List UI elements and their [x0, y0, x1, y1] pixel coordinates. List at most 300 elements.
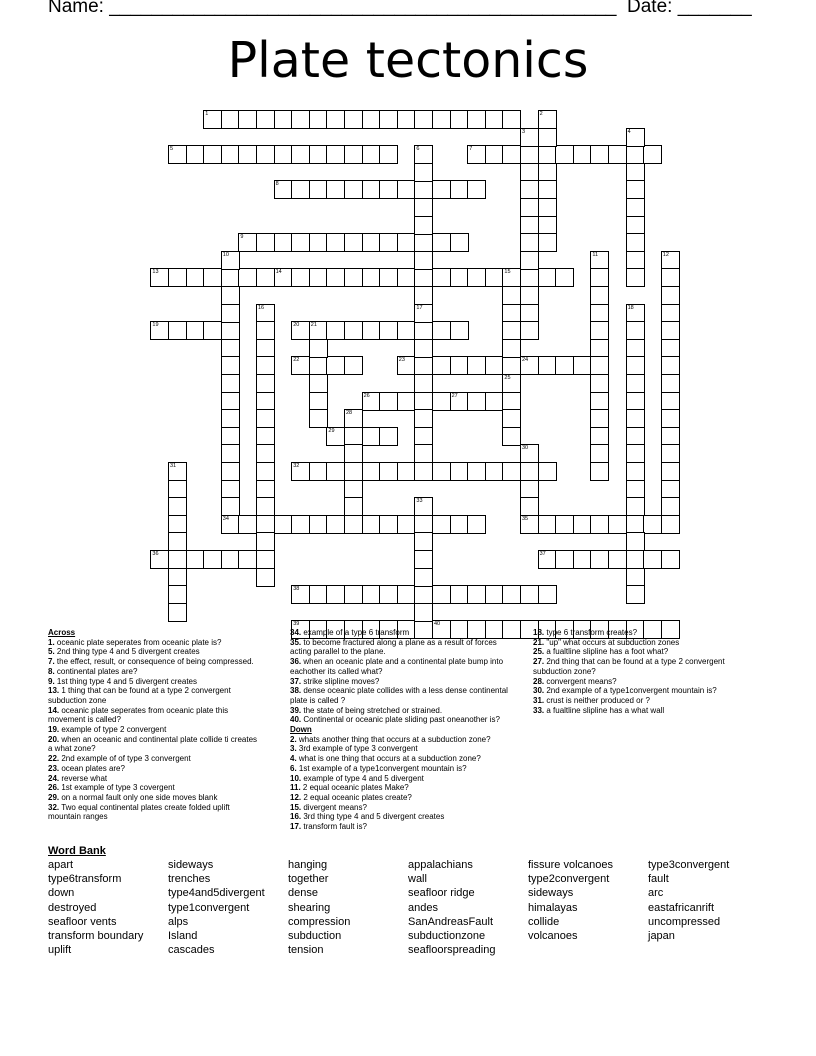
crossword-cell[interactable] [309, 392, 328, 411]
crossword-cell[interactable] [256, 462, 275, 481]
crossword-cell[interactable] [203, 321, 222, 340]
crossword-cell[interactable] [379, 585, 398, 604]
crossword-cell[interactable] [168, 603, 187, 622]
crossword-cell[interactable] [502, 374, 521, 393]
crossword-cell[interactable] [221, 145, 240, 164]
crossword-cell[interactable] [168, 532, 187, 551]
crossword-cell[interactable] [520, 251, 539, 270]
crossword-cell[interactable] [344, 497, 363, 516]
crossword-cell[interactable] [590, 145, 609, 164]
crossword-cell[interactable] [379, 268, 398, 287]
crossword-cell[interactable] [397, 180, 416, 199]
crossword-cell[interactable] [590, 374, 609, 393]
crossword-cell[interactable] [626, 409, 645, 428]
crossword-cell[interactable] [150, 321, 169, 340]
crossword-cell[interactable] [326, 180, 345, 199]
crossword-cell[interactable] [661, 409, 680, 428]
crossword-cell[interactable] [291, 268, 310, 287]
crossword-cell[interactable] [432, 515, 451, 534]
crossword-cell[interactable] [502, 585, 521, 604]
crossword-cell[interactable] [626, 585, 645, 604]
crossword-cell[interactable] [414, 374, 433, 393]
crossword-cell[interactable] [414, 515, 433, 534]
crossword-cell[interactable] [414, 585, 433, 604]
crossword-cell[interactable] [309, 409, 328, 428]
crossword-cell[interactable] [502, 462, 521, 481]
crossword-cell[interactable] [221, 339, 240, 358]
crossword-cell[interactable] [203, 268, 222, 287]
crossword-cell[interactable] [626, 251, 645, 270]
crossword-cell[interactable] [626, 268, 645, 287]
crossword-cell[interactable] [502, 392, 521, 411]
crossword-cell[interactable] [432, 180, 451, 199]
crossword-cell[interactable] [344, 180, 363, 199]
crossword-cell[interactable] [590, 409, 609, 428]
crossword-cell[interactable] [626, 163, 645, 182]
crossword-cell[interactable] [450, 180, 469, 199]
crossword-cell[interactable] [291, 321, 310, 340]
crossword-cell[interactable] [168, 550, 187, 569]
crossword-cell[interactable] [309, 321, 328, 340]
crossword-cell[interactable] [414, 603, 433, 622]
crossword-cell[interactable] [203, 145, 222, 164]
crossword-cell[interactable] [256, 550, 275, 569]
crossword-cell[interactable] [590, 268, 609, 287]
crossword-cell[interactable] [291, 145, 310, 164]
crossword-cell[interactable] [520, 268, 539, 287]
crossword-cell[interactable] [256, 480, 275, 499]
crossword-cell[interactable] [256, 304, 275, 323]
crossword-cell[interactable] [432, 268, 451, 287]
crossword-cell[interactable] [626, 374, 645, 393]
crossword-cell[interactable] [538, 128, 557, 147]
crossword-cell[interactable] [238, 110, 257, 129]
crossword-cell[interactable] [291, 515, 310, 534]
crossword-cell[interactable] [291, 462, 310, 481]
crossword-cell[interactable] [414, 339, 433, 358]
crossword-cell[interactable] [555, 356, 574, 375]
crossword-cell[interactable] [414, 216, 433, 235]
crossword-cell[interactable] [485, 356, 504, 375]
crossword-cell[interactable] [186, 145, 205, 164]
crossword-cell[interactable] [626, 392, 645, 411]
crossword-cell[interactable] [309, 268, 328, 287]
crossword-cell[interactable] [274, 268, 293, 287]
crossword-cell[interactable] [309, 515, 328, 534]
name-field[interactable]: Name: ________________________________________________ [48, 0, 617, 17]
crossword-cell[interactable] [573, 145, 592, 164]
crossword-cell[interactable] [520, 304, 539, 323]
crossword-cell[interactable] [590, 321, 609, 340]
crossword-cell[interactable] [379, 321, 398, 340]
crossword-cell[interactable] [309, 374, 328, 393]
crossword-cell[interactable] [397, 356, 416, 375]
crossword-cell[interactable] [344, 110, 363, 129]
crossword-cell[interactable] [256, 427, 275, 446]
crossword-cell[interactable] [221, 110, 240, 129]
crossword-cell[interactable] [256, 268, 275, 287]
crossword-cell[interactable] [467, 515, 486, 534]
crossword-cell[interactable] [326, 321, 345, 340]
crossword-cell[interactable] [502, 409, 521, 428]
crossword-cell[interactable] [643, 515, 662, 534]
crossword-cell[interactable] [414, 304, 433, 323]
crossword-cell[interactable] [485, 462, 504, 481]
crossword-cell[interactable] [362, 462, 381, 481]
crossword-cell[interactable] [432, 356, 451, 375]
crossword-cell[interactable] [538, 550, 557, 569]
crossword-cell[interactable] [520, 444, 539, 463]
date-field[interactable]: Date: _______ [627, 0, 752, 17]
crossword-cell[interactable] [520, 497, 539, 516]
crossword-cell[interactable] [661, 304, 680, 323]
crossword-cell[interactable] [344, 356, 363, 375]
crossword-cell[interactable] [520, 286, 539, 305]
crossword-cell[interactable] [661, 515, 680, 534]
crossword-cell[interactable] [414, 286, 433, 305]
crossword-cell[interactable] [467, 462, 486, 481]
crossword-cell[interactable] [256, 532, 275, 551]
crossword-cell[interactable] [414, 550, 433, 569]
crossword-cell[interactable] [502, 427, 521, 446]
crossword-cell[interactable] [450, 110, 469, 129]
crossword-cell[interactable] [168, 145, 187, 164]
crossword-cell[interactable] [502, 356, 521, 375]
crossword-cell[interactable] [256, 356, 275, 375]
crossword-cell[interactable] [661, 480, 680, 499]
crossword-cell[interactable] [238, 233, 257, 252]
crossword-cell[interactable] [379, 180, 398, 199]
crossword-cell[interactable] [256, 409, 275, 428]
crossword-cell[interactable] [485, 110, 504, 129]
crossword-cell[interactable] [414, 233, 433, 252]
crossword-cell[interactable] [397, 321, 416, 340]
crossword-cell[interactable] [203, 110, 222, 129]
crossword-cell[interactable] [274, 110, 293, 129]
crossword-cell[interactable] [309, 356, 328, 375]
crossword-cell[interactable] [626, 568, 645, 587]
crossword-cell[interactable] [467, 392, 486, 411]
crossword-cell[interactable] [379, 427, 398, 446]
crossword-cell[interactable] [414, 180, 433, 199]
crossword-cell[interactable] [344, 462, 363, 481]
crossword-cell[interactable] [414, 462, 433, 481]
crossword-cell[interactable] [502, 286, 521, 305]
crossword-cell[interactable] [573, 356, 592, 375]
crossword-cell[interactable] [608, 515, 627, 534]
crossword-cell[interactable] [626, 216, 645, 235]
crossword-cell[interactable] [502, 110, 521, 129]
crossword-cell[interactable] [538, 180, 557, 199]
crossword-cell[interactable] [626, 515, 645, 534]
crossword-cell[interactable] [626, 198, 645, 217]
crossword-cell[interactable] [274, 515, 293, 534]
crossword-cell[interactable] [362, 515, 381, 534]
crossword-cell[interactable] [397, 585, 416, 604]
crossword-cell[interactable] [520, 180, 539, 199]
crossword-cell[interactable] [362, 392, 381, 411]
crossword-cell[interactable] [467, 356, 486, 375]
crossword-cell[interactable] [397, 268, 416, 287]
crossword-cell[interactable] [362, 268, 381, 287]
crossword-cell[interactable] [221, 251, 240, 270]
crossword-cell[interactable] [626, 462, 645, 481]
crossword-cell[interactable] [221, 392, 240, 411]
crossword-cell[interactable] [221, 374, 240, 393]
crossword-cell[interactable] [326, 515, 345, 534]
crossword-cell[interactable] [538, 462, 557, 481]
crossword-cell[interactable] [538, 145, 557, 164]
crossword-cell[interactable] [661, 374, 680, 393]
crossword-cell[interactable] [414, 110, 433, 129]
crossword-cell[interactable] [344, 444, 363, 463]
crossword-cell[interactable] [661, 286, 680, 305]
crossword-cell[interactable] [432, 462, 451, 481]
crossword-cell[interactable] [221, 462, 240, 481]
crossword-cell[interactable] [626, 233, 645, 252]
crossword-cell[interactable] [538, 110, 557, 129]
crossword-cell[interactable] [274, 180, 293, 199]
crossword-cell[interactable] [502, 339, 521, 358]
crossword-cell[interactable] [520, 233, 539, 252]
crossword-cell[interactable] [256, 110, 275, 129]
crossword-cell[interactable] [450, 321, 469, 340]
crossword-cell[interactable] [626, 304, 645, 323]
crossword-cell[interactable] [309, 339, 328, 358]
crossword-cell[interactable] [661, 339, 680, 358]
crossword-cell[interactable] [326, 268, 345, 287]
crossword-cell[interactable] [432, 233, 451, 252]
crossword-cell[interactable] [643, 550, 662, 569]
crossword-cell[interactable] [221, 409, 240, 428]
crossword-cell[interactable] [414, 198, 433, 217]
crossword-cell[interactable] [538, 268, 557, 287]
crossword-cell[interactable] [326, 110, 345, 129]
crossword-cell[interactable] [414, 145, 433, 164]
crossword-cell[interactable] [414, 532, 433, 551]
crossword-cell[interactable] [221, 321, 240, 340]
crossword-cell[interactable] [274, 145, 293, 164]
crossword-cell[interactable] [555, 268, 574, 287]
crossword-cell[interactable] [590, 339, 609, 358]
crossword-cell[interactable] [362, 427, 381, 446]
crossword-cell[interactable] [450, 233, 469, 252]
crossword-cell[interactable] [626, 427, 645, 446]
crossword-cell[interactable] [326, 462, 345, 481]
crossword-cell[interactable] [538, 233, 557, 252]
crossword-cell[interactable] [326, 356, 345, 375]
crossword-cell[interactable] [626, 550, 645, 569]
crossword-cell[interactable] [221, 515, 240, 534]
crossword-cell[interactable] [538, 356, 557, 375]
crossword-cell[interactable] [238, 145, 257, 164]
crossword-cell[interactable] [397, 110, 416, 129]
crossword-cell[interactable] [467, 268, 486, 287]
crossword-cell[interactable] [573, 515, 592, 534]
crossword-cell[interactable] [256, 497, 275, 516]
crossword-cell[interactable] [450, 268, 469, 287]
crossword-cell[interactable] [661, 444, 680, 463]
crossword-cell[interactable] [626, 321, 645, 340]
crossword-cell[interactable] [432, 321, 451, 340]
crossword-cell[interactable] [608, 145, 627, 164]
crossword-cell[interactable] [432, 585, 451, 604]
crossword-cell[interactable] [538, 216, 557, 235]
crossword-cell[interactable] [661, 321, 680, 340]
crossword-cell[interactable] [362, 145, 381, 164]
crossword-cell[interactable] [661, 497, 680, 516]
crossword-cell[interactable] [168, 515, 187, 534]
crossword-cell[interactable] [344, 427, 363, 446]
crossword-cell[interactable] [256, 145, 275, 164]
crossword-cell[interactable] [238, 268, 257, 287]
crossword-cell[interactable] [626, 356, 645, 375]
crossword-cell[interactable] [362, 180, 381, 199]
crossword-cell[interactable] [626, 480, 645, 499]
crossword-cell[interactable] [274, 233, 293, 252]
crossword-cell[interactable] [256, 515, 275, 534]
crossword-cell[interactable] [590, 550, 609, 569]
crossword-cell[interactable] [590, 462, 609, 481]
crossword-cell[interactable] [309, 180, 328, 199]
crossword-cell[interactable] [221, 550, 240, 569]
crossword-cell[interactable] [590, 286, 609, 305]
crossword-cell[interactable] [538, 198, 557, 217]
crossword-cell[interactable] [256, 374, 275, 393]
crossword-cell[interactable] [168, 268, 187, 287]
crossword-cell[interactable] [326, 427, 345, 446]
crossword-cell[interactable] [256, 444, 275, 463]
crossword-cell[interactable] [344, 480, 363, 499]
crossword-cell[interactable] [344, 268, 363, 287]
crossword-cell[interactable] [379, 110, 398, 129]
crossword-cell[interactable] [256, 392, 275, 411]
crossword-cell[interactable] [362, 233, 381, 252]
crossword-cell[interactable] [626, 145, 645, 164]
crossword-cell[interactable] [291, 233, 310, 252]
crossword-cell[interactable] [414, 251, 433, 270]
crossword-cell[interactable] [502, 145, 521, 164]
crossword-cell[interactable] [186, 321, 205, 340]
crossword-cell[interactable] [326, 585, 345, 604]
crossword-cell[interactable] [186, 550, 205, 569]
crossword-cell[interactable] [485, 268, 504, 287]
crossword-cell[interactable] [432, 110, 451, 129]
crossword-cell[interactable] [186, 268, 205, 287]
crossword-cell[interactable] [326, 233, 345, 252]
crossword-cell[interactable] [291, 110, 310, 129]
crossword-cell[interactable] [590, 304, 609, 323]
crossword-cell[interactable] [168, 585, 187, 604]
crossword-cell[interactable] [309, 145, 328, 164]
crossword-cell[interactable] [520, 163, 539, 182]
crossword-cell[interactable] [379, 392, 398, 411]
crossword-cell[interactable] [309, 462, 328, 481]
crossword-cell[interactable] [590, 427, 609, 446]
crossword-cell[interactable] [309, 585, 328, 604]
crossword-cell[interactable] [238, 550, 257, 569]
crossword-cell[interactable] [538, 585, 557, 604]
crossword-cell[interactable] [344, 145, 363, 164]
crossword-cell[interactable] [661, 392, 680, 411]
crossword-cell[interactable] [643, 145, 662, 164]
crossword-cell[interactable] [221, 286, 240, 305]
crossword-cell[interactable] [221, 497, 240, 516]
crossword-cell[interactable] [520, 198, 539, 217]
crossword-cell[interactable] [450, 585, 469, 604]
crossword-cell[interactable] [450, 515, 469, 534]
crossword-cell[interactable] [590, 356, 609, 375]
crossword-cell[interactable] [309, 233, 328, 252]
crossword-cell[interactable] [150, 268, 169, 287]
crossword-cell[interactable] [414, 163, 433, 182]
crossword-cell[interactable] [414, 444, 433, 463]
crossword-cell[interactable] [256, 339, 275, 358]
crossword-cell[interactable] [221, 480, 240, 499]
crossword-cell[interactable] [520, 216, 539, 235]
crossword-cell[interactable] [238, 515, 257, 534]
crossword-cell[interactable] [485, 145, 504, 164]
crossword-cell[interactable] [661, 251, 680, 270]
crossword-cell[interactable] [326, 145, 345, 164]
crossword-cell[interactable] [344, 585, 363, 604]
crossword-cell[interactable] [221, 427, 240, 446]
crossword-cell[interactable] [344, 515, 363, 534]
crossword-cell[interactable] [397, 462, 416, 481]
crossword-cell[interactable] [538, 163, 557, 182]
crossword-cell[interactable] [450, 462, 469, 481]
crossword-cell[interactable] [379, 233, 398, 252]
crossword-cell[interactable] [590, 251, 609, 270]
crossword-cell[interactable] [221, 356, 240, 375]
crossword-cell[interactable] [661, 550, 680, 569]
crossword-cell[interactable] [414, 497, 433, 516]
crossword-cell[interactable] [520, 356, 539, 375]
crossword-cell[interactable] [221, 304, 240, 323]
crossword-cell[interactable] [256, 321, 275, 340]
crossword-cell[interactable] [414, 268, 433, 287]
crossword-cell[interactable] [397, 392, 416, 411]
crossword-cell[interactable] [168, 462, 187, 481]
crossword-cell[interactable] [590, 392, 609, 411]
crossword-cell[interactable] [467, 145, 486, 164]
crossword-cell[interactable] [502, 321, 521, 340]
crossword-cell[interactable] [520, 480, 539, 499]
crossword-cell[interactable] [168, 568, 187, 587]
crossword-cell[interactable] [414, 427, 433, 446]
crossword-cell[interactable] [450, 392, 469, 411]
crossword-cell[interactable] [520, 515, 539, 534]
crossword-cell[interactable] [520, 585, 539, 604]
crossword-cell[interactable] [590, 515, 609, 534]
crossword-cell[interactable] [362, 585, 381, 604]
crossword-cell[interactable] [362, 321, 381, 340]
crossword-cell[interactable] [414, 409, 433, 428]
crossword-cell[interactable] [626, 532, 645, 551]
crossword-cell[interactable] [573, 550, 592, 569]
crossword-cell[interactable] [661, 427, 680, 446]
crossword-cell[interactable] [291, 585, 310, 604]
crossword-cell[interactable] [221, 444, 240, 463]
crossword-cell[interactable] [661, 268, 680, 287]
crossword-cell[interactable] [168, 321, 187, 340]
crossword-cell[interactable] [520, 462, 539, 481]
crossword-cell[interactable] [626, 444, 645, 463]
crossword-cell[interactable] [414, 321, 433, 340]
crossword-cell[interactable] [626, 497, 645, 516]
crossword-cell[interactable] [379, 515, 398, 534]
crossword-cell[interactable] [379, 145, 398, 164]
